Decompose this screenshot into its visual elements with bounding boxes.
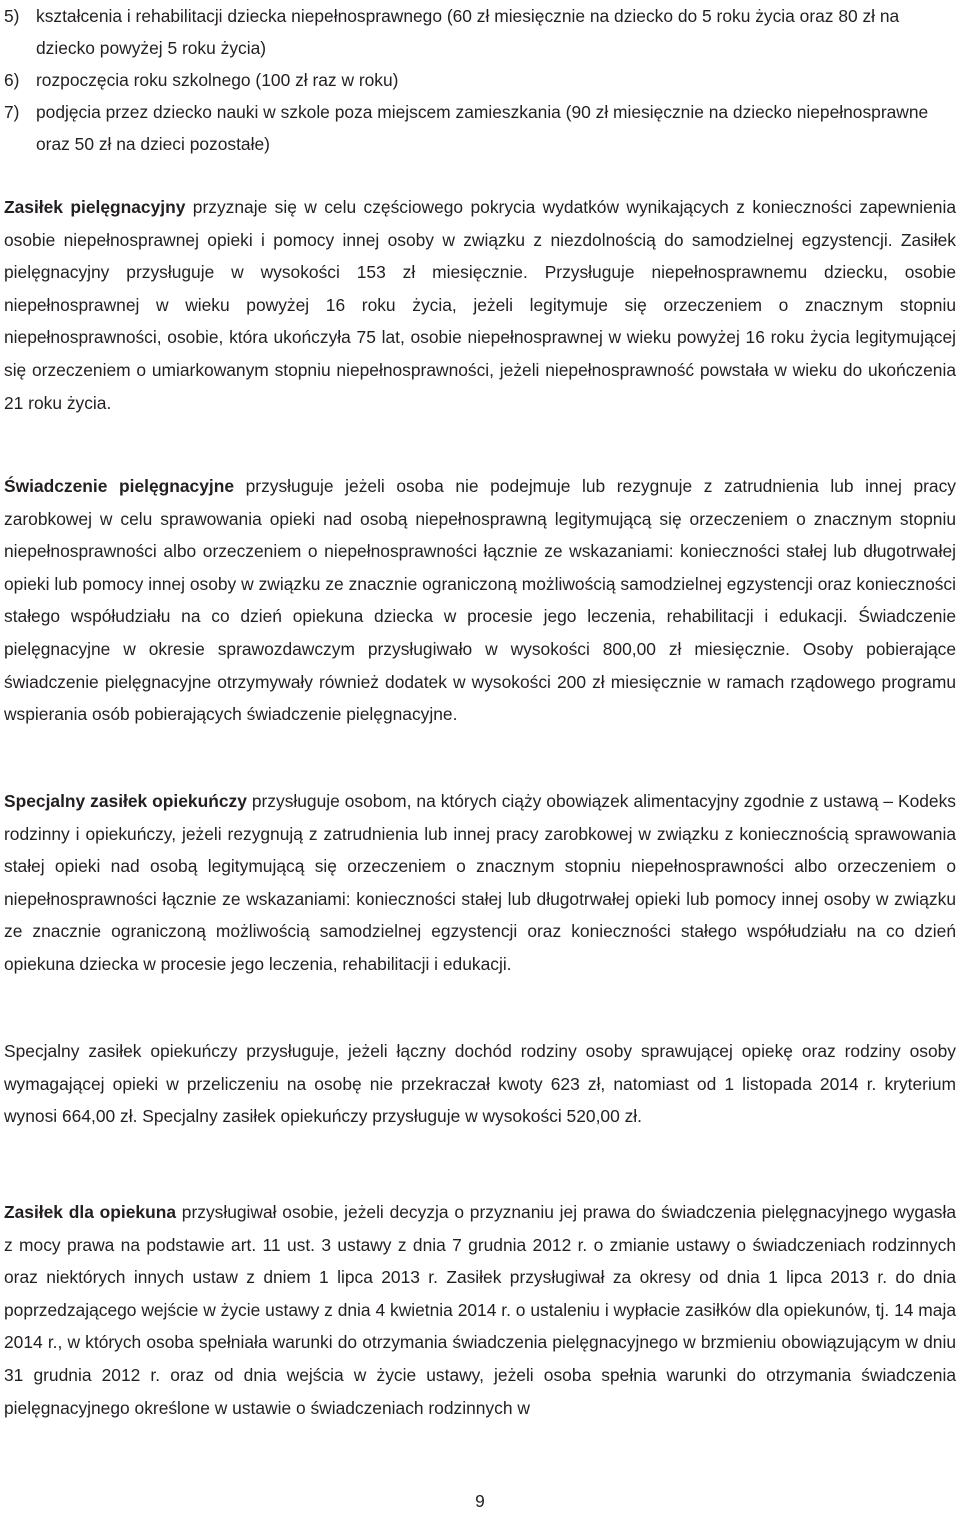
paragraph-lead: Zasiłek pielęgnacyjny <box>4 197 186 217</box>
paragraph-text: przyznaje się w celu częściowego pokrycia wydatków wynikających z konieczności zapewnienia osobie niepełnosprawnej opieki i pomocy innej osoby w związku z niezdolnością do samodzielnej egzystencji. Zasiłek pielęgnacyjny przysługuje w wysokości 153 zł miesięcznie. Przysługuje niepełnosprawnemu dziecku, osobie niepełnosprawnej w wieku powyżej 16 roku życia, jeżeli legitymuje się orzeczeniem o znacznym stopniu niepełnosprawności, osobie, która ukończyła 75 lat, osobie niepełnosprawnej w wieku powyżej 16 roku życia legitymującej się orzeczeniem o umiarkowanym stopniu niepełnosprawności, jeżeli niepełnosprawność powstała w wieku do ukończenia 21 roku życia. <box>4 197 957 413</box>
paragraph-text: Specjalny zasiłek opiekuńczy przysługuje, jeżeli łączny dochód rodziny osoby sprawującej opiekę oraz rodziny osoby wymagającej opieki w przeliczeniu na osobę nie przekraczał kwoty 623 zł, natomiast od 1 listopada 2014 r. kryterium wynosi 664,00 zł. Specjalny zasiłek opiekuńczy przysługuje w wysokości 520,00 zł. <box>4 1041 956 1127</box>
paragraph-specjalny-zasilek-kryterium <box>4 1035 956 1133</box>
paragraph-text: przysługuje osobom, na których ciąży obowiązek alimentacyjny zgodnie z ustawą – Kodeks rodzinny i opiekuńczy, jeżeli rezygnują z zatrudnienia lub innej pracy zarobkowej w związku z koniecznością sprawowania stałej opieki nad osobą legitymującą się orzeczeniem o znacznym stopniu niepełnosprawności albo orzeczeniem o niepełnosprawności łącznie ze wskazaniami: konieczności stałej lub długotrwałej opieki lub pomocy innej osoby w związku ze znacznie ograniczoną możliwością samodzielnej egzystencji oraz konieczności stałego współudziału na co dzień opiekuna dziecka w procesie jego leczenia, rehabilitacji i edukacji. <box>4 791 956 974</box>
list-item-text: rozpoczęcia roku szkolnego (100 zł raz w roku) <box>36 70 399 90</box>
paragraph-specjalny-zasilek <box>4 785 956 981</box>
paragraph-swiadczenie-pielegnacyjne <box>4 470 956 731</box>
list-item-text: kształcenia i rehabilitacji dziecka niepełnosprawnego (60 zł miesięcznie na dziecko do 5 roku życia oraz 80 zł na dziecko powyżej 5 roku życia) <box>36 6 900 58</box>
list-item-number: 7) <box>4 102 20 122</box>
paragraph-zasilek-dla-opiekuna <box>4 1196 956 1424</box>
paragraph-text: przysługiwał osobie, jeżeli decyzja o przyznaniu jej prawa do świadczenia pielęgnacyjnego wygasła z mocy prawa na podstawie art. 11 ust. 3 ustawy z dnia 7 grudnia 2012 r. o zmianie ustawy o świadczeniach rodzinnych oraz niektórych innych ustaw z dniem 1 lipca 2013 r. Zasiłek przysługiwał za okresy od dnia 1 lipca 2013 r. do dnia poprzedzającego wejście w życie ustawy z dnia 4 kwietnia 2014 r. o ustaleniu i wypłacie zasiłków dla opiekunów, tj. 14 maja 2014 r., w których osoba spełniała warunki do otrzymania świadczenia pielęgnacyjnego w brzmieniu obowiązującym w dniu 31 grudnia 2012 r. oraz od dnia wejścia w życie ustawy, jeżeli osoba spełnia warunki do otrzymania świadczenia pielęgnacyjnego określone w ustawie o świadczeniach rodzinnych w <box>4 1202 956 1418</box>
paragraph-zasilek-pielegnacyjny <box>4 191 956 419</box>
page-number: 9 <box>475 1491 485 1511</box>
list-item <box>4 96 956 160</box>
paragraph-lead: Świadczenie pielęgnacyjne <box>4 476 235 496</box>
paragraph-text: przysługuje jeżeli osoba nie podejmuje lub rezygnuje z zatrudnienia lub innej pracy zarobkowej w celu sprawowania opieki nad osobą niepełnosprawną legitymującą się orzeczeniem o znacznym stopniu niepełnosprawności albo orzeczeniem o niepełnosprawności łącznie ze wskazaniami: konieczności stałej lub długotrwałej opieki lub pomocy innej osoby w związku ze znacznie ograniczoną możliwością samodzielnej egzystencji oraz konieczności stałego współudziału na co dzień opiekuna dziecka w procesie jego leczenia, rehabilitacji i edukacji. Świadczenie pielęgnacyjne w okresie sprawozdawczym przysługiwało w wysokości 800,00 zł miesięcznie. Osoby pobierające świadczenie pielęgnacyjne otrzymywały również dodatek w wysokości 200 zł miesięcznie w ramach rządowego programu wspierania osób pobierających świadczenie pielęgnacyjne. <box>4 476 956 725</box>
list-item-text: podjęcia przez dziecko nauki w szkole poza miejscem zamieszkania (90 zł miesięcznie na dziecko niepełnosprawne oraz 50 zł na dzieci pozostałe) <box>36 102 929 154</box>
paragraph-lead: Specjalny zasiłek opiekuńczy <box>4 791 247 811</box>
benefit-list <box>4 0 956 160</box>
list-item <box>4 0 956 64</box>
list-item-number: 5) <box>4 6 20 26</box>
paragraph-lead: Zasiłek dla opiekuna <box>4 1202 177 1222</box>
list-item <box>4 64 956 96</box>
list-item-number: 6) <box>4 70 20 90</box>
